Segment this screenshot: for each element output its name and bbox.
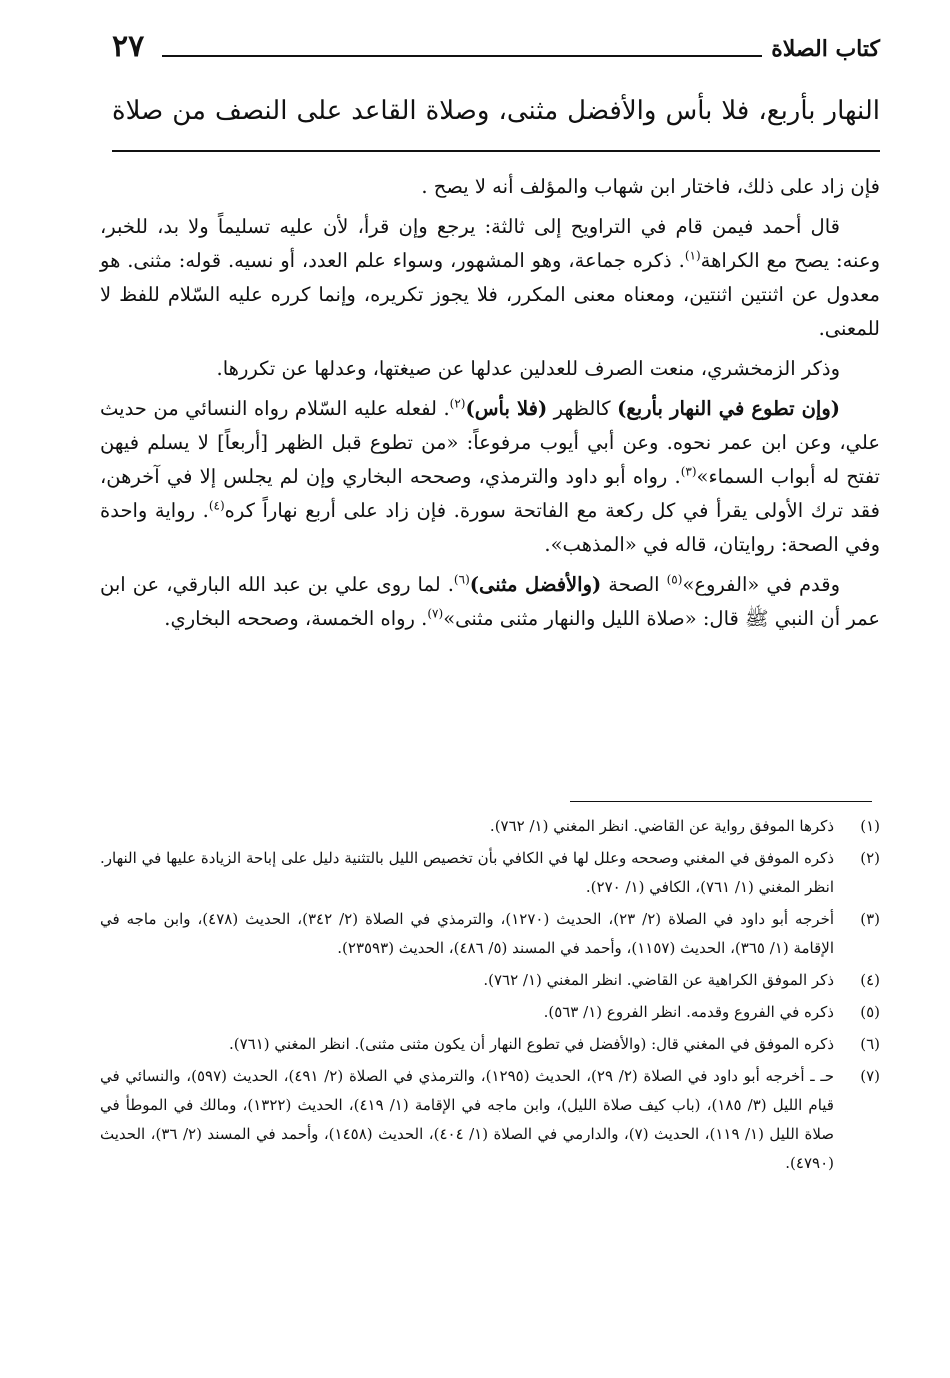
- page-number: ٢٧: [112, 29, 145, 64]
- matn-quote: (وإن تطوع في النهار بأربع): [617, 397, 840, 420]
- paragraph-text: الصحة: [601, 573, 667, 596]
- header-rule: [162, 55, 762, 57]
- paragraph-text: وذكر الزمخشري، منعت الصرف للعدلين عدلها عن صيغتها، وعدلها عن تكررها.: [216, 357, 840, 380]
- footnote-number: (٢): [860, 849, 880, 867]
- matn-line: النهار بأربع، فلا بأس والأفضل مثنى، وصلاة القاعد على النصف من صلاة: [112, 96, 880, 126]
- paragraph: [100, 352, 880, 386]
- footnote-ref[interactable]: (١): [684, 248, 701, 263]
- footnote-text: ذكره الموفق في المغني وصححه وعلل لها في الكافي بأن تخصيص الليل بالتثنية دليل على إباحة الزيادة عليها في النهار. انظر المغني (١/ ٧٦١)، الكافي (١/ ٢٧٠).: [100, 849, 834, 896]
- paragraph-text: . لفعله عليه السّلام رواه النسائي من حديث علي، وعن ابن عمر نحوه. وعن أبي أيوب مرفوعاً: «من تطوع قبل الظهر [أربعاً] لا يسلم فيهن تفتح له أبواب السماء»: [100, 397, 880, 488]
- paragraph-text: . رواه الخمسة، وصححه البخاري.: [164, 607, 428, 630]
- footnote-ref[interactable]: (٧): [427, 606, 444, 621]
- footnote-number: (٧): [860, 1067, 880, 1085]
- paragraph: [100, 210, 880, 346]
- footnote-number: (٣): [860, 910, 880, 928]
- footnote: [100, 1062, 880, 1178]
- footnote: [100, 966, 880, 995]
- paragraph-text: . لما روى علي بن عبد الله البارقي، عن ابن عمر أن النبي ﷺ قال: «صلاة الليل والنهار مثنى مثنى»: [100, 573, 880, 630]
- footnote: [100, 844, 880, 902]
- paragraph-text: فإن زاد على ذلك، فاختار ابن شهاب والمؤلف أنه لا يصح .: [421, 175, 880, 198]
- footnote-divider: [570, 801, 872, 802]
- paragraph-text: قال أحمد فيمن قام في التراويح إلى ثالثة: يرجع وإن قرأ، لأن عليه تسليماً ولا بد، للخبر، وعنه: يصح مع الكراهة: [100, 215, 880, 272]
- footnote: [100, 1030, 880, 1059]
- footnote-ref[interactable]: (٥): [666, 572, 683, 587]
- footnote-ref[interactable]: (٣): [680, 464, 697, 479]
- footnote-number: (٤): [860, 971, 880, 989]
- matn-divider: [112, 150, 880, 152]
- paragraph-text: . رواه أبو داود والترمذي، وصححه البخاري وإن لم يجلس إلا في آخرهن، فقد ترك الأولى يقرأ في كل ركعة مع الفاتحة سورة. فإن زاد على أربع نهاراً كره: [100, 465, 880, 522]
- paragraph: [100, 568, 880, 636]
- footnote-number: (٥): [860, 1003, 880, 1021]
- commentary-body: [100, 170, 880, 642]
- paragraph-text: . ذكره جماعة، وهو المشهور، وسواء علم العدد، أو نسيه. قوله: مثنى. هو معدول عن اثنتين اثنتين، ومعناه معنى المكرر، فلا يجوز تكريره، وإنما كرره عليه السّلام للفظ لا للمعنى.: [100, 249, 880, 340]
- book-title: كتاب الصلاة: [771, 36, 880, 62]
- footnote-text: ذكرها الموفق رواية عن القاضي. انظر المغني (١/ ٧٦٢).: [489, 817, 834, 835]
- footnote: [100, 998, 880, 1027]
- footnote-text: أخرجه أبو داود في الصلاة (٢/ ٢٣)، الحديث (١٢٧٠)، والترمذي في الصلاة (٢/ ٣٤٢)، الحديث (٤٧٨)، وابن ماجه في الإقامة (١/ ٣٦٥)، الحديث (١١٥٧)، وأحمد في المسند (٥/ ٤٨٦)، الحديث (٢٣٥٩٣).: [100, 910, 835, 957]
- paragraph-text: . رواية واحدة وفي الصحة: روايتان، قاله في «المذهب».: [100, 499, 880, 556]
- footnote-text: ذكر الموفق الكراهية عن القاضي. انظر المغني (١/ ٧٦٢).: [483, 971, 834, 989]
- paragraph-text: وقدم في «الفروع»: [682, 573, 840, 596]
- footnote-ref[interactable]: (٤): [208, 498, 225, 513]
- footnotes: [100, 812, 880, 1181]
- footnote-ref[interactable]: (٢): [449, 396, 466, 411]
- paragraph-text: كالظهر: [547, 397, 618, 420]
- paragraph: [100, 392, 880, 562]
- footnote-number: (١): [860, 817, 880, 835]
- footnote-number: (٦): [860, 1035, 880, 1053]
- footnote-text: ذكره في الفروع وقدمه. انظر الفروع (١/ ٥٦٣).: [543, 1003, 834, 1021]
- footnote: [100, 905, 880, 963]
- footnote-ref[interactable]: (٦): [453, 572, 470, 587]
- matn-quote: (والأفضل مثنى): [469, 573, 602, 596]
- footnote-text: حـ ـ أخرجه أبو داود في الصلاة (٢/ ٢٩)، الحديث (١٢٩٥)، والترمذي في الصلاة (٢/ ٤٩١)، الحديث (٥٩٧)، والنسائي في قيام الليل (٣/ ١٨٥)، (باب كيف صلاة الليل)، وابن ماجه في الإقامة (١/ ٤١٩)، الحديث (١٣٢٢)، ومالك في الموطأ في صلاة الليل (١/ ١١٩)، الحديث (٧)، والدارمي في الصلاة (١/ ٤٠٤)، الحديث (١٤٥٨)، وأحمد في المسند (٢/ ٣٦)، الحديث (٤٧٩٠).: [100, 1067, 835, 1172]
- page-header: [112, 30, 880, 64]
- paragraph: [100, 170, 880, 204]
- matn-quote: (فلا بأس): [465, 397, 548, 420]
- footnote: [100, 812, 880, 841]
- footnote-text: ذكره الموفق في المغني قال: (والأفضل في تطوع النهار أن يكون مثنى مثنى). انظر المغني (٧٦١).: [228, 1035, 834, 1053]
